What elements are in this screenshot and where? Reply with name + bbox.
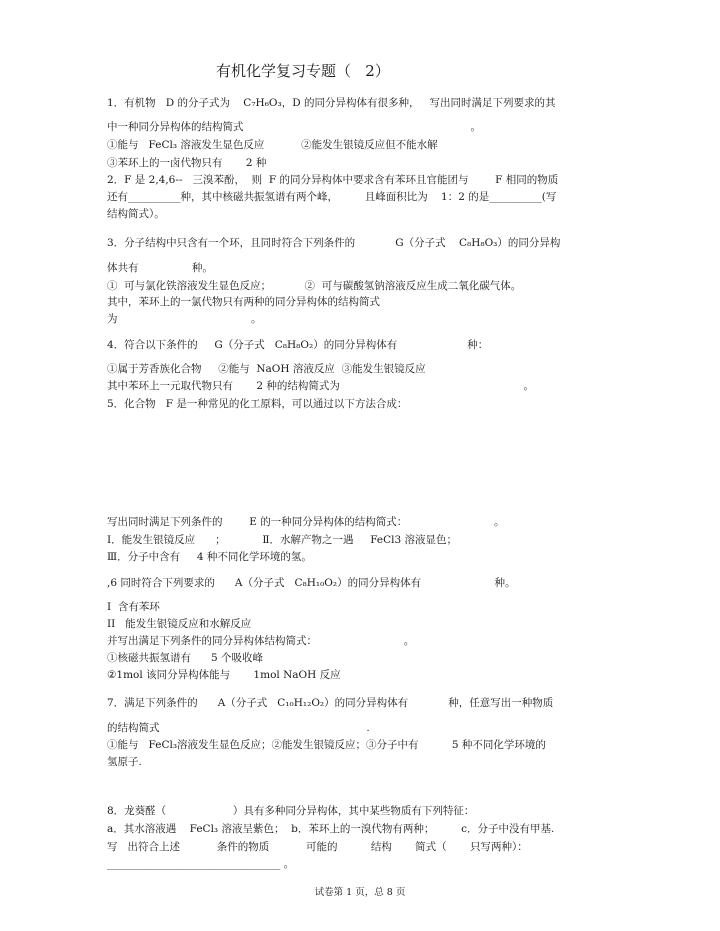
text-line: Ⅰ．能发生银镜反应 ； Ⅱ．水解产物之一遇 FeCl3 溶液显色； xyxy=(107,534,458,546)
page-footer: 试卷第 1 页，总 8 页 xyxy=(314,887,406,898)
text-line: 3．分子结构中只含有一个环，且同时符合下列条件的 G（分子式 C₈H₈O₃）的同分异构 xyxy=(107,237,561,249)
text-line: 结构简式）。 xyxy=(107,208,165,220)
text-line: ③苯环上的一卤代物只有 2 种 xyxy=(107,157,267,169)
text-line: ①属于芳香族化合物 ②能与 NaOH 溶液反应 ③能发生银镜反应 xyxy=(107,363,426,375)
text-line: ,6 同时符合下列要求的 A（分子式 C₈H₁₀O₂）的同分异构体有 种。 xyxy=(107,577,516,589)
text-line: 体共有 种。 xyxy=(107,262,213,274)
text-line: 2．F 是 2,4,6-- 三溴苯酚， 则 F 的同分异构体中要求含有苯环且官能团与 F 相同的物质 xyxy=(107,174,559,186)
text-line: 7．满足下列条件的 A（分子式 C₁₀H₁₂O₂）的同分异构体有 种，任意写出一种物质 xyxy=(107,697,554,709)
text-line: 其中，苯环上的一氯代物只有两种的同分异构体的结构简式 xyxy=(107,296,380,308)
text-line: 的结构简式 . xyxy=(107,722,370,734)
text-line: 1．有机物 D 的分子式为 C₇H₆O₃，D 的同分异构体有很多种， 写出同时满足下列要求的其 xyxy=(107,97,556,109)
text-line: 还有__________种，其中核磁共振氢谱有两个峰， 且峰面积比为 1：2 的是__________(写 xyxy=(107,191,557,203)
text-line: ① 可与氯化铁溶液发生显色反应； ② 可与碳酸氢钠溶液反应生成二氧化碳气体。 xyxy=(107,280,522,292)
text-line: 写 出符合上述 条件的物质 可能的 结构 简式（ 只写两种）： xyxy=(107,841,528,853)
text-line: 其中苯环上一元取代物只有 2 种的结构简式为 。 xyxy=(107,380,534,392)
text-line: II 能发生银镜反应和水解反应 xyxy=(107,618,252,630)
text-line: 5．化合物 F 是一种常见的化工原料，可以通过以下方法合成： xyxy=(107,398,408,410)
text-line: 8．龙葵醛（ ）具有多种同分异构体，其中某些物质有下列特征： xyxy=(107,805,475,817)
text-line: 中一种同分异构体的结构简式 。 xyxy=(107,121,481,133)
text-line: 氢原子. xyxy=(107,756,142,768)
text-line: a．其水溶液遇 FeCl₃ 溶液呈紫色； b．苯环上的一溴代物有两种； c．分子中没有甲基. xyxy=(107,823,555,835)
text-line: 并写出满足下列条件的同分异构体结构简式： 。 xyxy=(107,635,415,647)
text-line: Ⅲ．分子中含有 4 种不同化学环境的氢。 xyxy=(107,551,312,563)
text-line: ①能与 FeCl₃ 溶液发生显色反应 ②能发生银镜反应但不能水解 xyxy=(107,139,438,151)
document-title: 有机化学复习专题（ 2） xyxy=(216,62,390,80)
text-line: 写出同时满足下列条件的 E 的一种同分异构体的结构简式： 。 xyxy=(107,516,505,528)
text-line: 4．符合以下条件的 G（分子式 C₈H₈O₂）的同分异构体有 种： xyxy=(107,339,489,351)
text-line: ①核磁共振氢谱有 5 个吸收峰 xyxy=(107,652,264,664)
text-line: _________________________________ 。 xyxy=(107,858,295,870)
text-line: ②1mol 该同分异构体能与 1mol NaOH 反应 xyxy=(107,669,341,681)
text-line: I 含有苯环 xyxy=(107,601,160,613)
text-line: 为 。 xyxy=(107,313,262,325)
text-line: ①能与 FeCl₃溶液发生显色反应；②能发生银镜反应；③分子中有 5 种不同化学环境的 xyxy=(107,739,546,751)
